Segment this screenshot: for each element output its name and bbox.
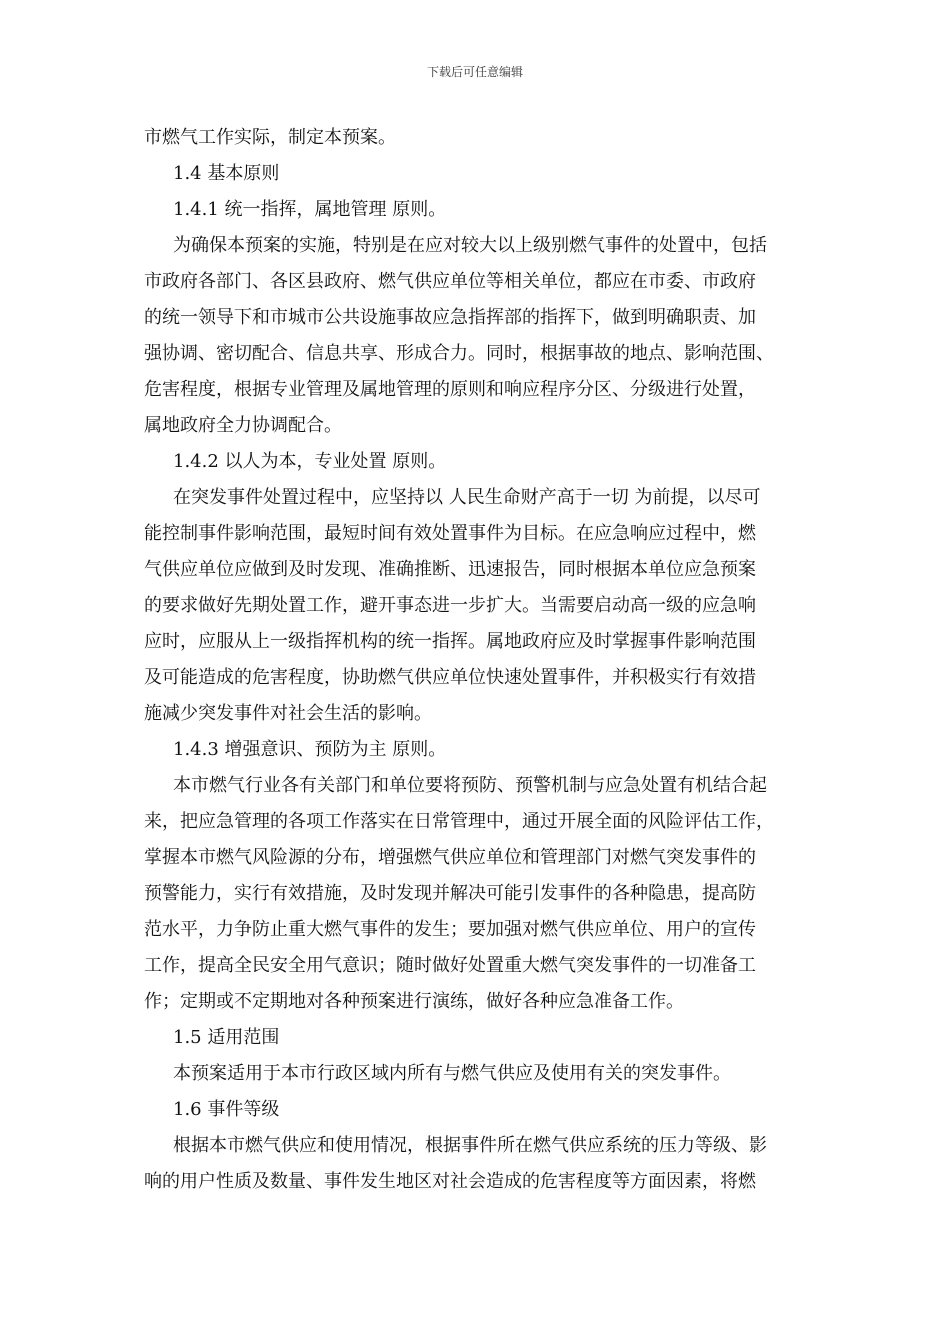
text-line: 为确保本预案的实施，特别是在应对较大以上级别燃气事件的处置中，包括 <box>173 235 767 256</box>
text-line: 危害程度，根据专业管理及属地管理的原则和响应程序分区、分级进行处置， <box>144 379 756 400</box>
text-line: 预警能力，实行有效措施，及时发现并解决可能引发事件的各种隐患，提高防 <box>144 883 756 904</box>
text-line: 根据本市燃气供应和使用情况，根据事件所在燃气供应系统的压力等级、影 <box>173 1135 767 1156</box>
text-line: 能控制事件影响范围，最短时间有效处置事件为目标。在应急响应过程中，燃 <box>144 523 756 544</box>
text-line: 强协调、密切配合、信息共享、形成合力。同时，根据事故的地点、影响范围、 <box>144 343 774 364</box>
text-line: 1.6 事件等级 <box>173 1099 280 1120</box>
text-line: 响的用户性质及数量、事件发生地区对社会造成的危害程度等方面因素，将燃 <box>144 1171 756 1192</box>
text-line: 的统一领导下和市城市公共设施事故应急指挥部的指挥下，做到明确职责、加 <box>144 307 756 328</box>
text-line: 在突发事件处置过程中，应坚持以 人民生命财产高于一切 为前提，以尽可 <box>173 487 761 508</box>
text-line: 掌握本市燃气风险源的分布，增强燃气供应单位和管理部门对燃气突发事件的 <box>144 847 756 868</box>
page-header: 下载后可任意编辑 <box>426 65 523 79</box>
text-line: 市政府各部门、各区县政府、燃气供应单位等相关单位，都应在市委、市政府 <box>144 271 756 292</box>
text-line: 工作，提高全民安全用气意识；随时做好处置重大燃气突发事件的一切准备工 <box>144 955 756 976</box>
text-line: 本市燃气行业各有关部门和单位要将预防、预警机制与应急处置有机结合起 <box>173 775 767 796</box>
text-line: 1.4 基本原则 <box>173 163 280 184</box>
document-body <box>144 120 808 1200</box>
text-line: 1.4.3 增强意识、预防为主 原则。 <box>173 739 447 760</box>
text-line: 1.4.1 统一指挥，属地管理 原则。 <box>173 199 447 220</box>
text-line: 施减少突发事件对社会生活的影响。 <box>144 703 432 724</box>
text-line: 本预案适用于本市行政区域内所有与燃气供应及使用有关的突发事件。 <box>173 1063 731 1084</box>
text-line: 市燃气工作实际，制定本预案。 <box>144 127 396 148</box>
text-line: 气供应单位应做到及时发现、准确推断、迅速报告，同时根据本单位应急预案 <box>144 559 756 580</box>
text-line: 作；定期或不定期地对各种预案进行演练，做好各种应急准备工作。 <box>144 991 684 1012</box>
text-line: 范水平，力争防止重大燃气事件的发生；要加强对燃气供应单位、用户的宣传 <box>144 919 756 940</box>
text-line: 及可能造成的危害程度，协助燃气供应单位快速处置事件，并积极实行有效措 <box>144 667 756 688</box>
text-line: 来，把应急管理的各项工作落实在日常管理中，通过开展全面的风险评估工作， <box>144 811 774 832</box>
text-line: 1.4.2 以人为本，专业处置 原则。 <box>173 451 447 472</box>
text-line: 1.5 适用范围 <box>173 1027 280 1048</box>
text-line: 应时，应服从上一级指挥机构的统一指挥。属地政府应及时掌握事件影响范围 <box>144 631 756 652</box>
text-line: 属地政府全力协调配合。 <box>144 415 342 436</box>
text-line: 的要求做好先期处置工作，避开事态进一步扩大。当需要启动高一级的应急响 <box>144 595 756 616</box>
